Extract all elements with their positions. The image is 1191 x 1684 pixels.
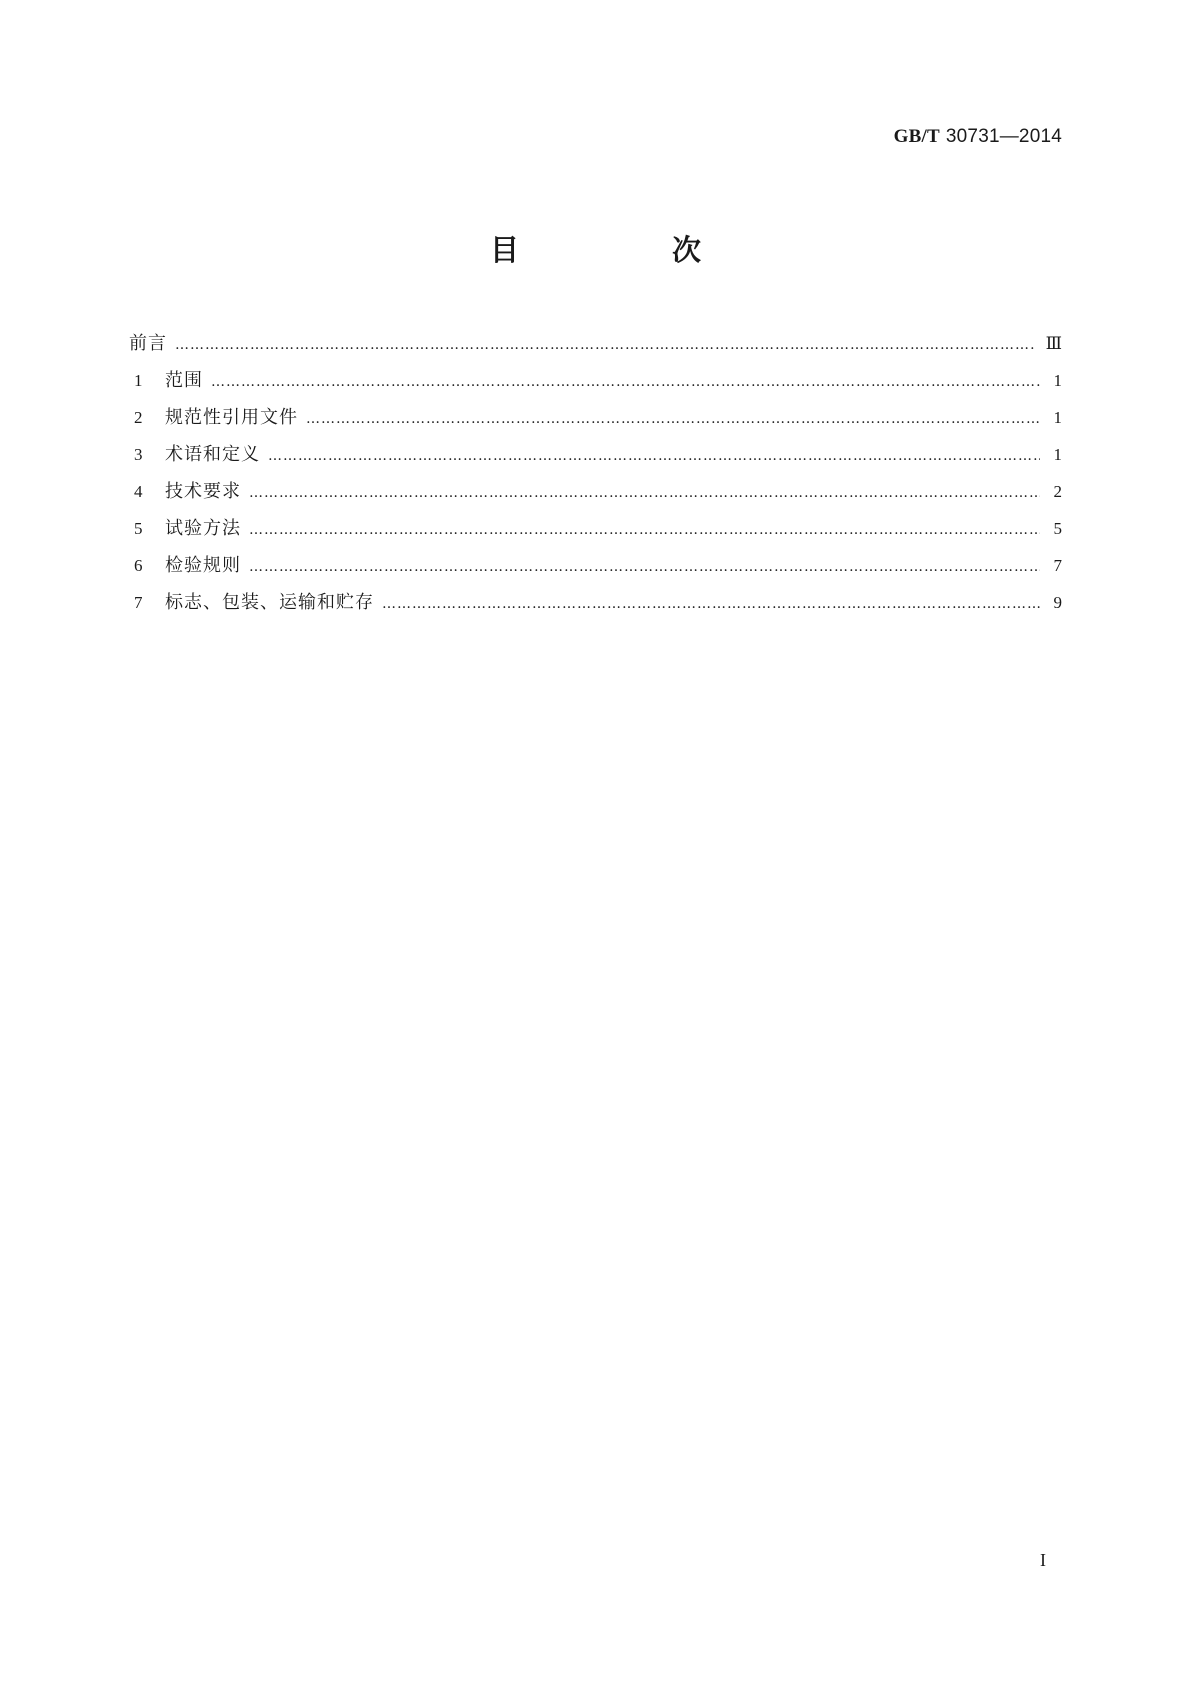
toc-item-label: 前言 bbox=[129, 333, 167, 354]
toc-item-normative-references[interactable] bbox=[134, 403, 1062, 440]
page-number: I bbox=[1040, 1550, 1046, 1570]
toc-item-page: 1 bbox=[1053, 371, 1062, 390]
table-of-contents bbox=[129, 329, 1062, 625]
toc-leader-dots bbox=[306, 412, 1040, 426]
toc-item-label: 范围 bbox=[165, 370, 203, 391]
toc-leader-dots bbox=[249, 523, 1040, 537]
toc-item-technical-requirements[interactable] bbox=[134, 477, 1062, 514]
toc-item-number: 7 bbox=[134, 593, 143, 612]
toc-item-terms-definitions[interactable] bbox=[134, 440, 1062, 477]
toc-item-scope[interactable] bbox=[134, 366, 1062, 403]
toc-item-label: 技术要求 bbox=[165, 481, 241, 502]
toc-item-label: 标志、包装、运输和贮存 bbox=[165, 592, 374, 613]
toc-item-test-methods[interactable] bbox=[134, 514, 1062, 551]
toc-item-page: Ⅲ bbox=[1045, 334, 1062, 353]
toc-item-page: 5 bbox=[1053, 519, 1062, 538]
toc-item-marking-packaging[interactable] bbox=[134, 588, 1062, 625]
toc-item-number: 5 bbox=[134, 519, 143, 538]
toc-leader-dots bbox=[249, 486, 1040, 500]
toc-leader-dots bbox=[175, 338, 1036, 352]
toc-item-number: 2 bbox=[134, 408, 143, 427]
toc-item-number: 6 bbox=[134, 556, 143, 575]
toc-item-foreword[interactable] bbox=[129, 329, 1062, 366]
toc-leader-dots bbox=[382, 597, 1040, 611]
toc-item-page: 1 bbox=[1053, 445, 1062, 464]
toc-item-label: 术语和定义 bbox=[165, 444, 260, 465]
toc-item-page: 2 bbox=[1053, 482, 1062, 501]
toc-item-label: 检验规则 bbox=[165, 555, 241, 576]
standard-code: 30731—2014 bbox=[945, 126, 1062, 147]
toc-item-page: 9 bbox=[1053, 593, 1062, 612]
toc-item-page: 7 bbox=[1053, 556, 1062, 575]
toc-leader-dots bbox=[268, 449, 1040, 463]
toc-leader-dots bbox=[211, 375, 1040, 389]
toc-item-number: 1 bbox=[134, 371, 143, 390]
standard-number bbox=[894, 125, 1062, 148]
page-title: 目 次 bbox=[489, 233, 763, 267]
toc-item-number: 4 bbox=[134, 482, 143, 501]
toc-leader-dots bbox=[249, 560, 1040, 574]
toc-item-inspection-rules[interactable] bbox=[134, 551, 1062, 588]
toc-item-number: 3 bbox=[134, 445, 143, 464]
standard-prefix: GB/T bbox=[893, 126, 940, 147]
toc-item-label: 试验方法 bbox=[165, 518, 241, 539]
toc-item-page: 1 bbox=[1053, 408, 1062, 427]
toc-item-label: 规范性引用文件 bbox=[165, 407, 298, 428]
